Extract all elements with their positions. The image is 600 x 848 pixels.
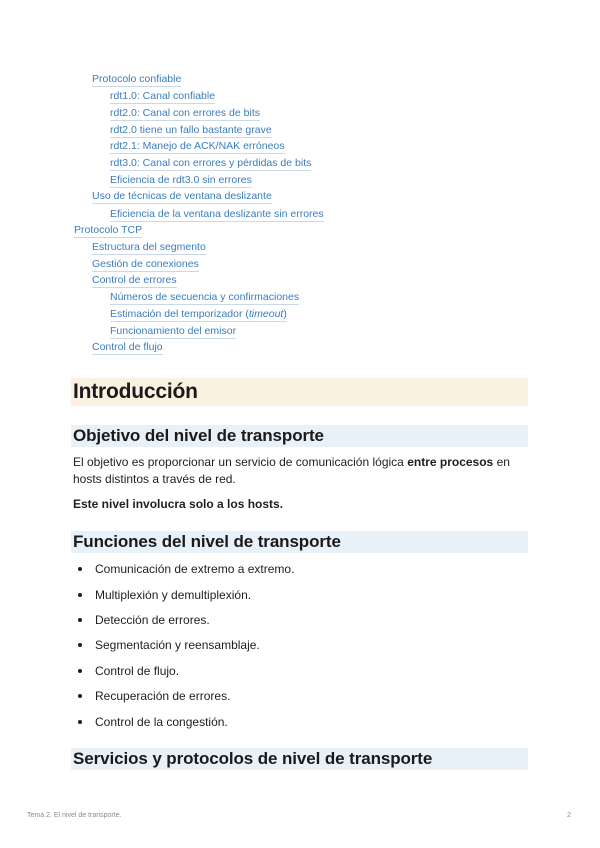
toc-link[interactable]: Estructura del segmento [92,241,206,253]
toc-link[interactable]: Uso de técnicas de ventana deslizante [92,190,272,202]
subsection-heading-funciones: Funciones del nivel de transporte [73,532,341,551]
objetivo-bold-text: entre procesos [407,455,494,469]
toc-link-italic: timeout [248,308,284,320]
bullet-dot [78,593,82,597]
page-number: 2 [567,812,571,819]
toc-link[interactable]: rdt1.0: Canal confiable [110,90,216,102]
toc-link[interactable]: Protocolo confiable [92,73,182,85]
toc-link-suffix: ) [283,308,287,320]
toc-link[interactable]: Eficiencia de rdt3.0 sin errores [110,174,252,186]
list-item-text: Comunicación de extremo a extremo. [95,562,295,576]
toc-link[interactable]: Números de secuencia y confirmaciones [110,291,300,303]
subsection-heading-objetivo: Objetivo del nivel de transporte [73,426,324,445]
objetivo-text: El objetivo es proporcionar un servicio de comunicación lógica [73,455,408,469]
toc-link[interactable]: Control de flujo [92,341,163,353]
subsection-heading-servicios: Servicios y protocolos de nivel de transporte [73,749,433,768]
section-heading-introduccion: Introducción [73,380,198,403]
toc-link[interactable]: Control de errores [92,274,177,286]
bullet-dot [78,669,82,673]
bullet-dot [78,720,82,724]
list-item-text: Control de flujo. [95,664,180,678]
toc-link[interactable]: rdt2.0: Canal con errores de bits [110,107,260,119]
toc-link[interactable]: rdt3.0: Canal con errores y pérdidas de bits [110,157,312,169]
toc-link-timeout[interactable] [110,308,287,322]
objetivo-text-end: en hosts distintos a través de red. [73,455,510,486]
toc-link[interactable]: rdt2.1: Manejo de ACK/NAK erróneos [110,140,285,152]
bullet-dot [78,694,82,698]
toc-link[interactable]: Funcionamiento del emisor [110,325,237,337]
list-item-text: Segmentación y reensamblaje. [95,638,260,652]
bullet-dot [78,618,82,622]
footer-title: Tema 2. El nivel de transporte. [27,812,122,819]
list-item-text: Multiplexión y demultiplexión. [95,588,252,602]
list-item-text: Control de la congestión. [95,715,228,729]
list-item-text: Recuperación de errores. [95,689,231,703]
objetivo-note: Este nivel involucra solo a los hosts. [73,497,284,511]
bullet-dot [78,567,82,571]
toc-link[interactable]: Eficiencia de la ventana deslizante sin errores [110,208,324,220]
toc-link[interactable]: Gestión de conexiones [92,258,199,270]
toc-link[interactable]: Protocolo TCP [74,224,143,236]
list-item-text: Detección de errores. [95,613,210,627]
objetivo-paragraph [73,454,528,488]
bullet-dot [78,643,82,647]
toc-link[interactable]: rdt2.0 tiene un fallo bastante grave [110,124,272,136]
toc-link-prefix: Estimación del temporizador ( [110,308,249,320]
